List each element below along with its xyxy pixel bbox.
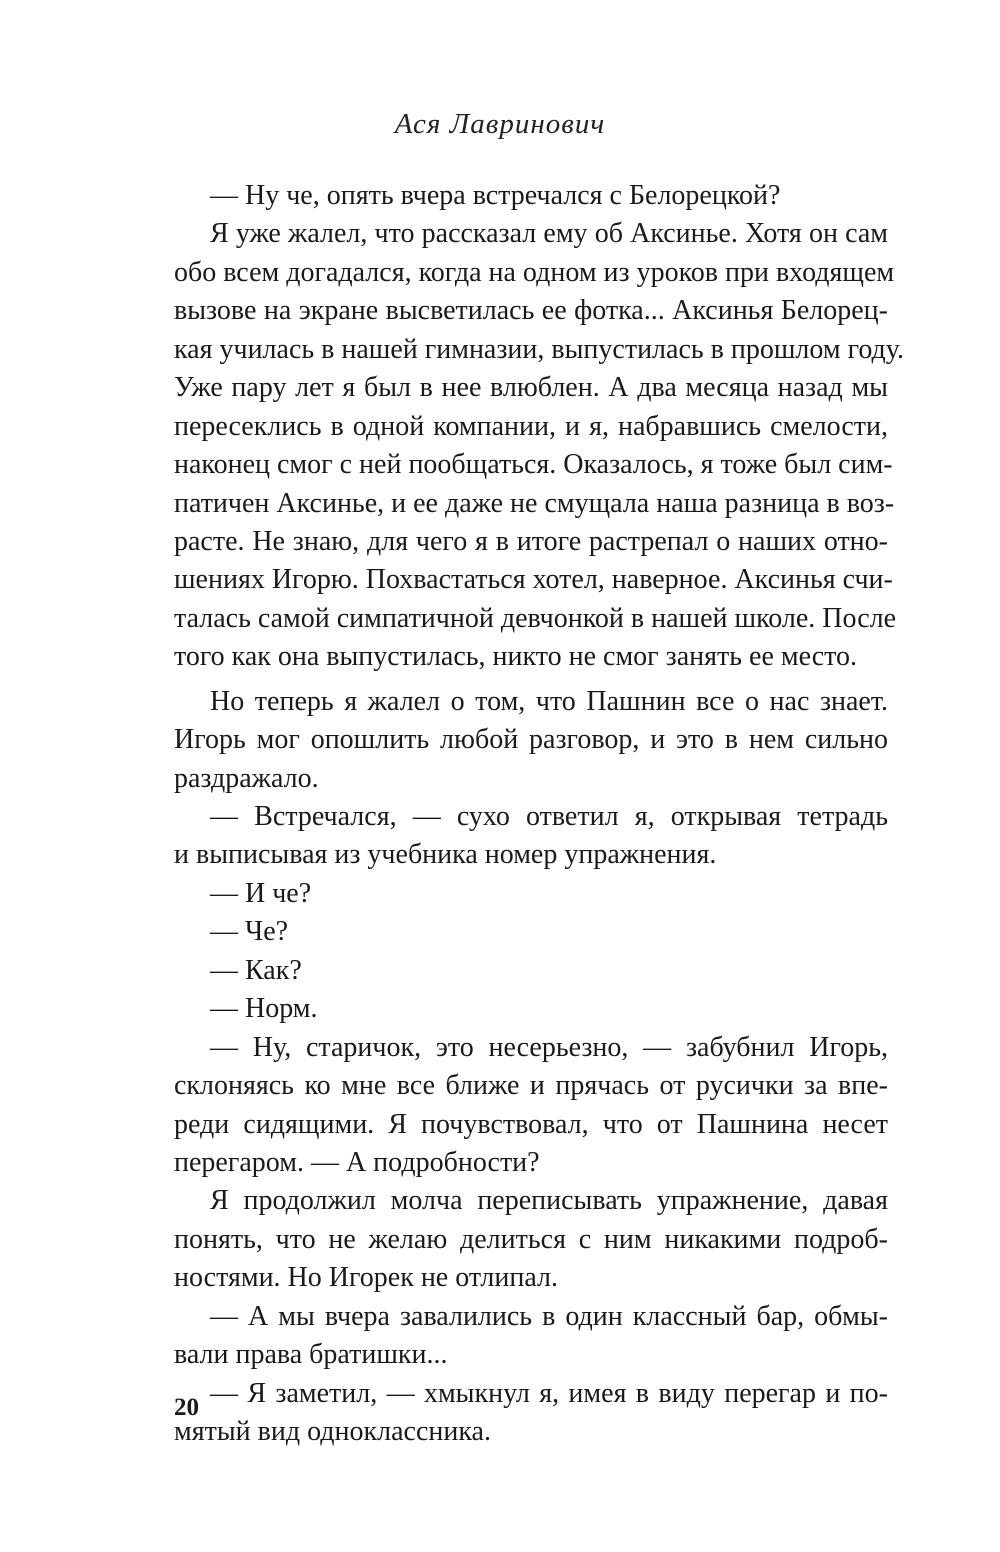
text-line: кая училась в нашей гимназии, выпустилась в прошлом году. <box>174 333 904 365</box>
text-line: обо всем догадался, когда на одном из уроков при входящем <box>174 256 895 288</box>
text-line: Уже пару лет я был в нее влюблен. А два месяца назад мы <box>174 372 888 404</box>
text-line: того как она выпустилась, никто не смог занять ее место. <box>174 641 858 673</box>
text-line: вали права братишки... <box>174 1339 448 1371</box>
text-line: вызове на экране высветилась ее фотка... Аксинья Белорец- <box>174 295 888 327</box>
text-line: перегаром. — А подробности? <box>174 1146 540 1178</box>
text-line: расте. Не знаю, для чего я в итоге растрепал о наших отно- <box>174 525 888 557</box>
text-line: пересеклись в одной компании, и я, набравшись смелости, <box>174 410 888 442</box>
text-line: реди сидящими. Я почувствовал, что от Пашнина несет <box>174 1108 888 1140</box>
page-number: 20 <box>174 1394 199 1421</box>
text-line: — Ну че, опять вчера встречался с Белорецкой? <box>210 180 781 211</box>
text-line: Я продолжил молча переписывать упражнение, давая <box>210 1185 888 1217</box>
text-line: наконец смог с ней пообщаться. Оказалось, я тоже был сим- <box>174 449 893 481</box>
text-line: и выписывая из учебника номер упражнения. <box>174 839 717 871</box>
text-line: — Встречался, — сухо ответил я, открывая тетрадь <box>210 801 888 832</box>
text-line: талась самой симпатичной девчонкой в нашей школе. После <box>174 602 897 634</box>
text-line: ностями. Но Игорек не отлипал. <box>174 1262 558 1294</box>
text-line: раздражало. <box>174 762 319 794</box>
text-line: шениях Игорю. Похвастаться хотел, наверное. Аксинья счи- <box>174 564 893 596</box>
text-line: Но теперь я жалел о том, что Пашнин все о нас знает. <box>210 685 888 717</box>
text-line: — Че? <box>210 916 289 948</box>
running-head-author: Ася Лавринович <box>394 108 606 140</box>
text-line: склоняясь ко мне все ближе и прячась от русички за впе- <box>174 1070 888 1102</box>
text-line: — Ну, старичок, это несерьезно, — забубнил Игорь, <box>210 1031 888 1063</box>
text-line: — И че? <box>210 877 312 909</box>
text-line: — Как? <box>210 954 302 986</box>
text-line: — Норм. <box>210 993 318 1025</box>
text-line: Игорь мог опошлить любой разговор, и это в нем сильно <box>174 724 888 756</box>
body-text <box>174 177 904 1451</box>
text-line: — А мы вчера завалились в один классный бар, обмы- <box>210 1300 888 1332</box>
text-line: понять, что не желаю делиться с ним никакими подроб- <box>174 1223 888 1255</box>
text-line: — Я заметил, — хмыкнул я, имея в виду перегар и по- <box>210 1377 888 1409</box>
text-line: патичен Аксинье, и ее даже не смущала наша разница в воз- <box>174 487 895 519</box>
text-line: Я уже жалел, что рассказал ему об Аксинье. Хотя он сам <box>210 218 888 250</box>
text-line: мятый вид одноклассника. <box>174 1416 491 1447</box>
